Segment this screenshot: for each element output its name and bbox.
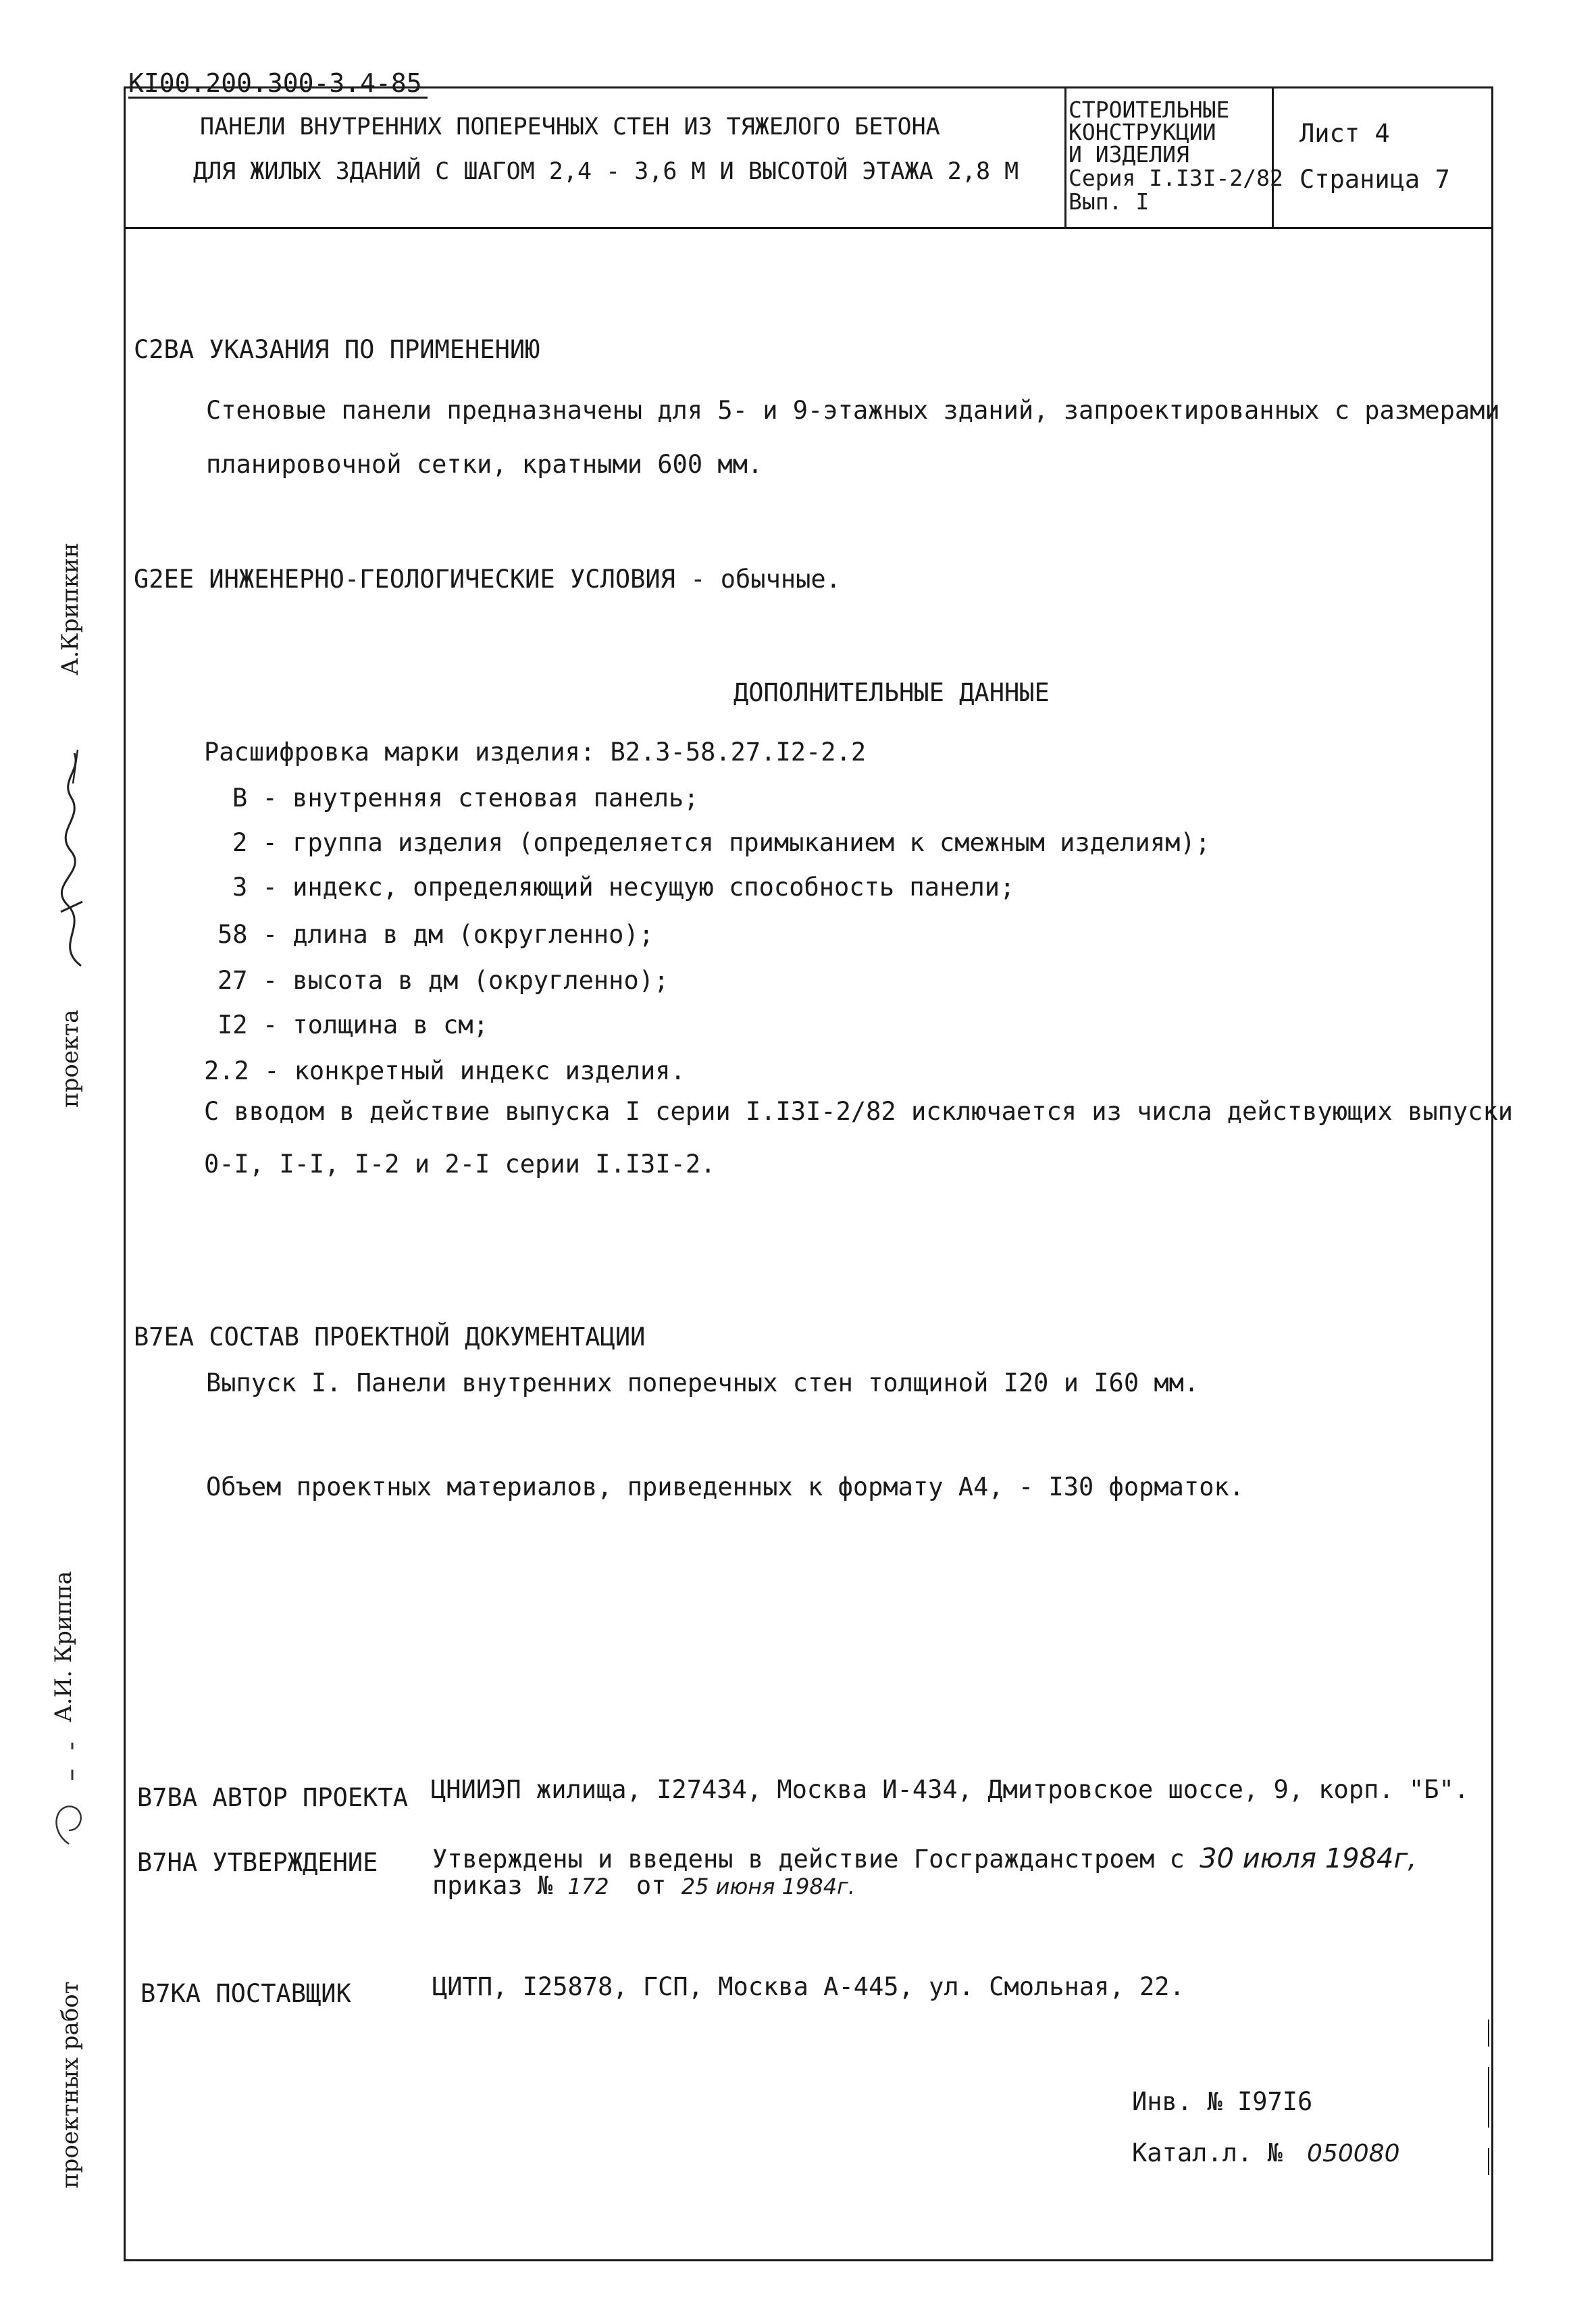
edge-mark-3 <box>1488 2148 1489 2175</box>
application-text-line-2: планировочной сетки, кратными 600 мм. <box>206 450 763 479</box>
supplier-value: ЦИТП, I25878, ГСП, Москва А-445, ул. Смольная, 22. <box>432 1972 1185 2001</box>
sheet-number: Лист 4 <box>1299 119 1390 148</box>
inventory-label: Инв. № <box>1132 2087 1222 2116</box>
approval-date-handwritten: 30 июля 1984г, <box>1200 1843 1417 1874</box>
signature-mark-1 <box>41 743 101 973</box>
geology-heading: G2ЕЕ ИНЖЕНЕРНО-ГЕОЛОГИЧЕСКИЕ УСЛОВИЯ - обычные. <box>134 565 841 594</box>
approval-line-1 <box>432 1844 1416 1874</box>
approval-line-1-print: Утверждены и введены в действие Госгражданстроем с <box>432 1845 1185 1874</box>
author-value: ЦНИИЭП жилища, I27434, Москва И-434, Дмитровское шоссе, 9, корп. "Б". <box>431 1775 1470 1804</box>
list-item: 2.2 - конкретный индекс изделия. <box>204 1056 686 1085</box>
signature-mark-2 <box>42 1729 96 1851</box>
inventory-number <box>1132 2087 1312 2117</box>
series-line-4: Серия I.I3I-2/82 <box>1069 165 1283 191</box>
documentation-heading: В7ЕА СОСТАВ ПРОЕКТНОЙ ДОКУМЕНТАЦИИ <box>134 1322 646 1352</box>
replacement-note-line-2: 0-I, I-I, I-2 и 2-I серии I.I3I-2. <box>204 1150 716 1179</box>
catalog-label: Катал.л. № <box>1132 2138 1283 2167</box>
page-number: Страница 7 <box>1299 165 1450 194</box>
supplier-label: В7КА ПОСТАВЩИК <box>140 1979 351 2008</box>
approval-label: В7НА УТВЕРЖДЕНИЕ <box>137 1848 378 1877</box>
margin-author-name: А.Крипкин <box>57 542 84 675</box>
list-item: I2 - толщина в см; <box>217 1010 488 1039</box>
list-item: 2 - группа изделия (определяется примыканием к смежным изделиям); <box>232 828 1210 857</box>
series-line-2: КОНСТРУКЦИИ <box>1069 119 1216 145</box>
application-text-line-1: Стеновые панели предназначены для 5- и 9-этажных зданий, запроектированных с размерами <box>206 396 1500 425</box>
additional-heading: ДОПОЛНИТЕЛЬНЫЕ ДАННЫЕ <box>733 678 1050 707</box>
series-line-3: И ИЗДЕЛИЯ <box>1069 141 1189 168</box>
header-bottom-rule <box>124 227 1493 229</box>
author-label: В7ВА АВТОР ПРОЕКТА <box>137 1783 408 1812</box>
list-item: В - внутренняя стеновая панель; <box>232 783 699 813</box>
margin-project-label: проекта <box>57 1009 84 1108</box>
header-divider-2 <box>1272 86 1274 227</box>
list-item: 58 - длина в дм (округленно); <box>217 920 654 949</box>
order-label: приказ № <box>432 1871 553 1900</box>
documentation-issue: Выпуск I. Панели внутренних поперечных стен толщиной I20 и I60 мм. <box>206 1368 1200 1397</box>
margin-author-name-2: А.И. Криппа <box>50 1570 77 1722</box>
title-line-2: ДЛЯ ЖИЛЫХ ЗДАНИЙ С ШАГОМ 2,4 - 3,6 М И ВЫСОТОЙ ЭТАЖА 2,8 М <box>193 158 1019 185</box>
catalog-value: 050080 <box>1307 2140 1400 2167</box>
edge-mark-1 <box>1488 2020 1489 2047</box>
approval-line-2 <box>432 1871 855 1901</box>
series-line-5: Вып. I <box>1069 188 1150 215</box>
order-date-label: от <box>636 1871 667 1900</box>
product-mark-intro: Расшифровка марки изделия: В2.3-58.27.I2-2.2 <box>204 738 867 767</box>
title-line-1: ПАНЕЛИ ВНУТРЕННИХ ПОПЕРЕЧНЫХ СТЕН ИЗ ТЯЖЕЛОГО БЕТОНА <box>200 113 940 140</box>
order-number-handwritten: 172 <box>567 1874 609 1899</box>
header-divider-1 <box>1064 86 1066 227</box>
replacement-note-line-1: С вводом в действие выпуска I серии I.I3I-2/82 исключается из числа действующих выпуски <box>204 1097 1514 1126</box>
inventory-value: I97I6 <box>1237 2087 1313 2116</box>
list-item: 3 - индекс, определяющий несущую способность панели; <box>232 873 1015 902</box>
document-number: КI00.200.300-3.4-85 <box>128 70 428 99</box>
list-item: 27 - высота в дм (округленно); <box>217 966 669 995</box>
application-heading: С2ВА УКАЗАНИЯ ПО ПРИМЕНЕНИЮ <box>134 335 540 364</box>
margin-works-label: проектных работ <box>57 1981 84 2188</box>
edge-mark-2 <box>1488 2067 1489 2128</box>
documentation-volume: Объем проектных материалов, приведенных к формату А4, - I30 форматок. <box>206 1472 1245 1501</box>
catalog-number <box>1132 2138 1399 2169</box>
order-date-handwritten: 25 июня 1984г. <box>681 1874 856 1899</box>
series-line-1: СТРОИТЕЛЬНЫЕ <box>1069 97 1230 123</box>
